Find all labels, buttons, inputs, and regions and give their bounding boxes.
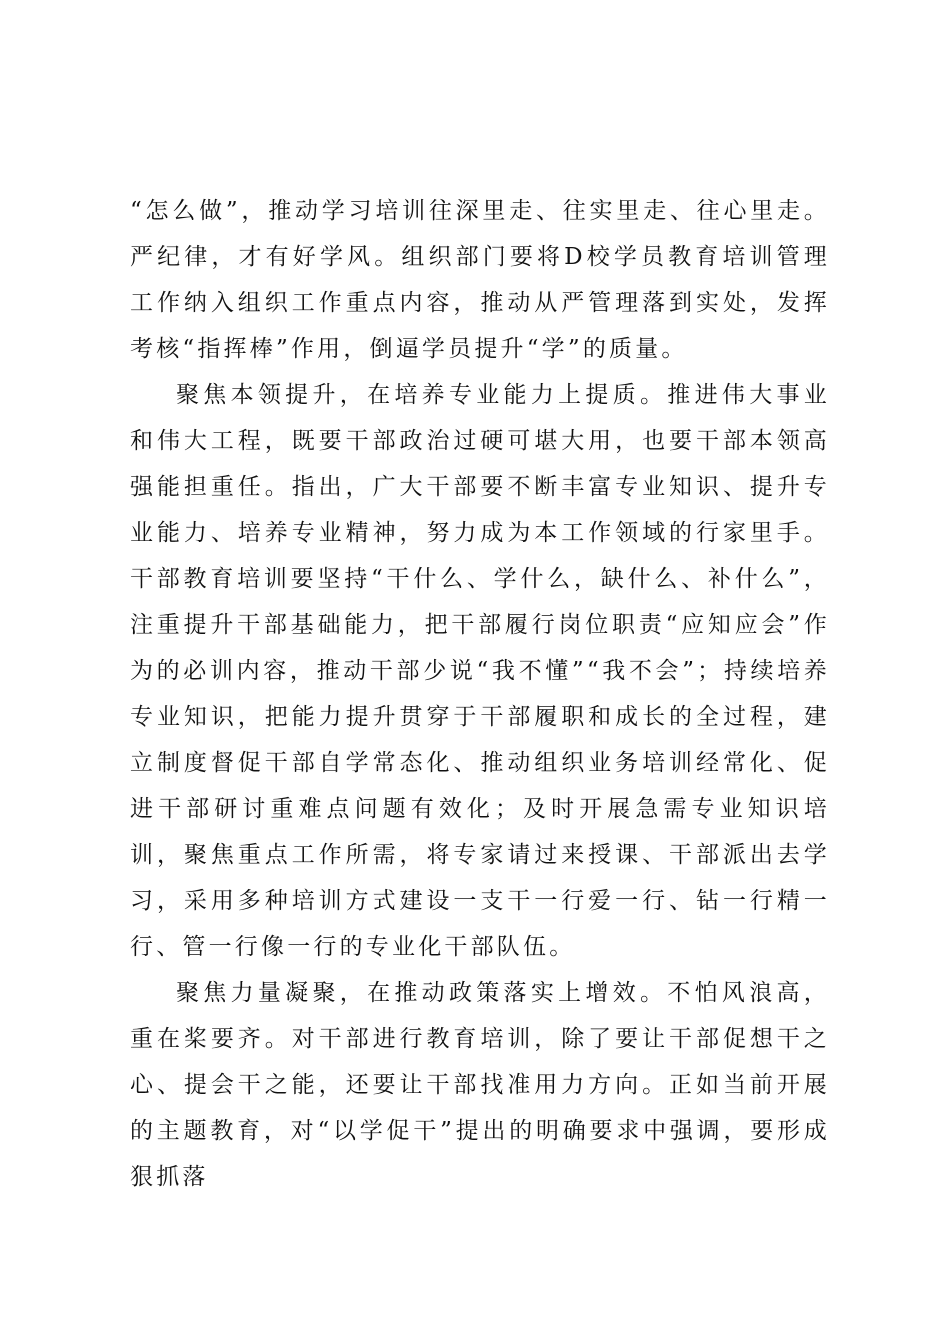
paragraph-3: 聚焦力量凝聚，在推动政策落实上增效。不怕风浪高，重在桨要齐。对干部进行教育培训，除了要让干部促想干之心、提会干之能，还要让干部找准用力方向。正如当前开展的主题教育，对“以学促干”提出的明确要求中强调，要形成狠抓落 [130,980,830,1190]
paragraph-2: 聚焦本领提升，在培养专业能力上提质。推进伟大事业和伟大工程，既要干部政治过硬可堪大用，也要干部本领高强能担重任。指出，广大干部要不断丰富专业知识、提升专业能力、培养专业精神，努力成为本工作领域的行家里手。干部教育培训要坚持“干什么、学什么，缺什么、补什么”，注重提升干部基础能力，把干部履行岗位职责“应知应会”作为的必训内容，推动干部少说“我不懂”“我不会”；持续培养专业知识，把能力提升贯穿于干部履职和成长的全过程，建立制度督促干部自学常态化、推动组织业务培训经常化、促进干部研讨重难点问题有效化；及时开展急需专业知识培训，聚焦重点工作所需，将专家请过来授课、干部派出去学习，采用多种培训方式建设一支干一行爱一行、钻一行精一行、管一行像一行的专业化干部队伍。 [130,382,830,960]
paragraph-1: “怎么做”，推动学习培训往深里走、往实里走、往心里走。严纪律，才有好学风。组织部门要将D校学员教育培训管理工作纳入组织工作重点内容，推动从严管理落到实处，发挥考核“指挥棒”作用，倒逼学员提升“学”的质量。 [130,198,830,362]
document-body [130,188,830,1200]
